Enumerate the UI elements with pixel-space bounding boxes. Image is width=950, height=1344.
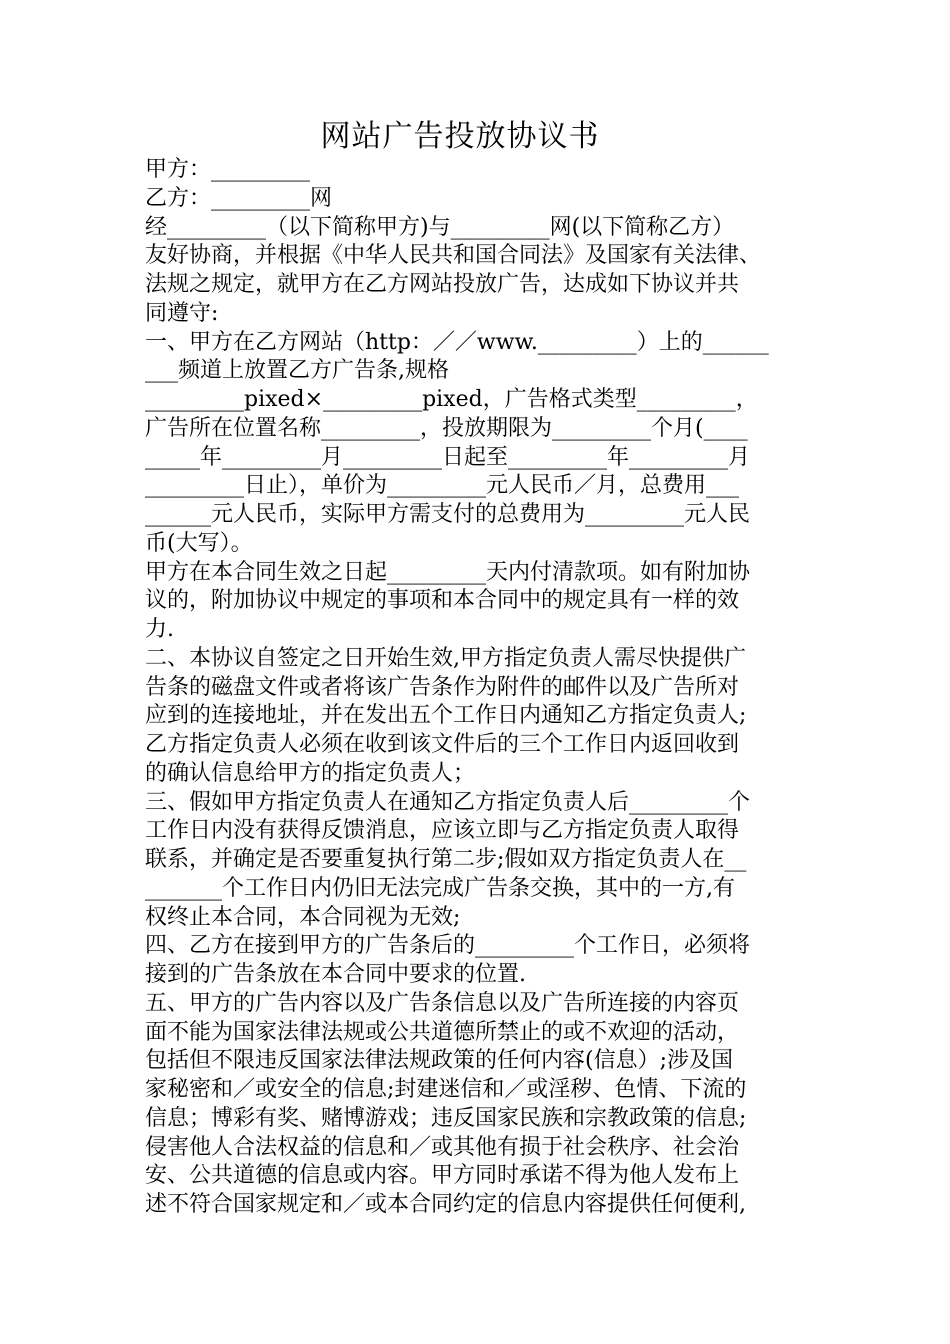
clause-5-line: 侵害他人合法权益的信息和／或其他有损于社会秩序、社会治 — [145, 1134, 740, 1160]
clause-3-line: _______个工作日内仍旧无法完成广告条交换，其中的一方,有 — [145, 875, 735, 901]
clause-1-line: _____年_________月_________日起至_________年_________月 — [145, 444, 751, 470]
clause-1-line: _________pixed×_________pixed，广告格式类型_________， — [145, 387, 758, 412]
clause-4-line: 接到的广告条放在本合同中要求的位置. — [145, 962, 526, 987]
clause-5-line: 包括但不限违反国家法律法规政策的任何内容(信息）;涉及国 — [145, 1048, 733, 1074]
preamble-line: 友好协商，并根据《中华人民共和国合同法》及国家有关法律、 — [145, 243, 762, 269]
clause-5-line: 安、公共道德的信息或内容。甲方同时承诺不得为他人发布上 — [145, 1163, 740, 1189]
clause-1-line: 币(大写）。 — [145, 530, 253, 556]
party-b-line: 乙方：_________网 — [145, 185, 333, 211]
clause-3-line: 工作日内没有获得反馈消息，应该立即与乙方指定负责人取得 — [145, 818, 740, 844]
clause-5-line: 述不符合国家规定和／或本合同约定的信息内容提供任何便利, — [145, 1192, 746, 1217]
clause-4-line: 四、乙方在接到甲方的广告条后的_________个工作日，必须将 — [145, 933, 751, 959]
payment-line: 力. — [145, 617, 174, 642]
party-a-line: 甲方：_________ — [145, 157, 311, 182]
clause-2-line: 的确认信息给甲方的指定负责人； — [145, 760, 476, 786]
clause-5-line: 信息；博彩有奖、赌博游戏；违反国家民族和宗教政策的信息; — [145, 1105, 747, 1131]
payment-line: 甲方在本合同生效之日起_________天内付清款项。如有附加协 — [145, 559, 751, 585]
preamble-line: 经_________（以下简称甲方)与_________网(以下简称乙方） — [145, 214, 735, 240]
clause-2-line: 告条的磁盘文件或者将该广告条作为附件的邮件以及广告所对 — [145, 674, 740, 700]
clause-3-line: 权终止本合同，本合同视为无效; — [145, 904, 461, 930]
preamble-line: 法规之规定，就甲方在乙方网站投放广告，达成如下协议并共 — [145, 272, 740, 297]
clause-2-line: 应到的连接地址，并在发出五个工作日内通知乙方指定负责人; — [145, 703, 747, 729]
clause-1-line: ______元人民币，实际甲方需支付的总费用为_________元人民 — [145, 502, 751, 527]
clause-1-line: _________日止），单价为_________元人民币／月，总费用___ — [145, 473, 740, 499]
preamble-line: 同遵守: — [145, 300, 219, 326]
document-title: 网站广告投放协议书 — [320, 119, 600, 154]
clause-3-line: 联系，并确定是否要重复执行第二步;假如双方指定负责人在__ — [145, 847, 747, 872]
clause-2-line: 二、本协议自签定之日开始生效,甲方指定负责人需尽快提供广 — [145, 645, 746, 671]
clause-5-line: 家秘密和／或安全的信息;封建迷信和／或淫秽、色情、下流的 — [145, 1077, 747, 1102]
clause-1-line: ___频道上放置乙方广告条,规格 — [145, 358, 449, 384]
clause-2-line: 乙方指定负责人必须在收到该文件后的三个工作日内返回收到 — [145, 732, 740, 757]
clause-5-line: 五、甲方的广告内容以及广告条信息以及广告所连接的内容页 — [145, 990, 740, 1016]
document-body — [145, 156, 810, 1220]
clause-5-line: 面不能为国家法律法规或公共道德所禁止的或不欢迎的活动， — [145, 1019, 740, 1045]
clause-1-line: 广告所在位置名称_________，投放期限为_________个月(____ — [145, 415, 748, 441]
payment-line: 议的，附加协议中规定的事项和本合同中的规定具有一样的效 — [145, 588, 740, 614]
clause-1-line: 一、甲方在乙方网站（http：／／www._________）上的______ — [145, 329, 769, 355]
clause-3-line: 三、假如甲方指定负责人在通知乙方指定负责人后_________个 — [145, 789, 751, 815]
